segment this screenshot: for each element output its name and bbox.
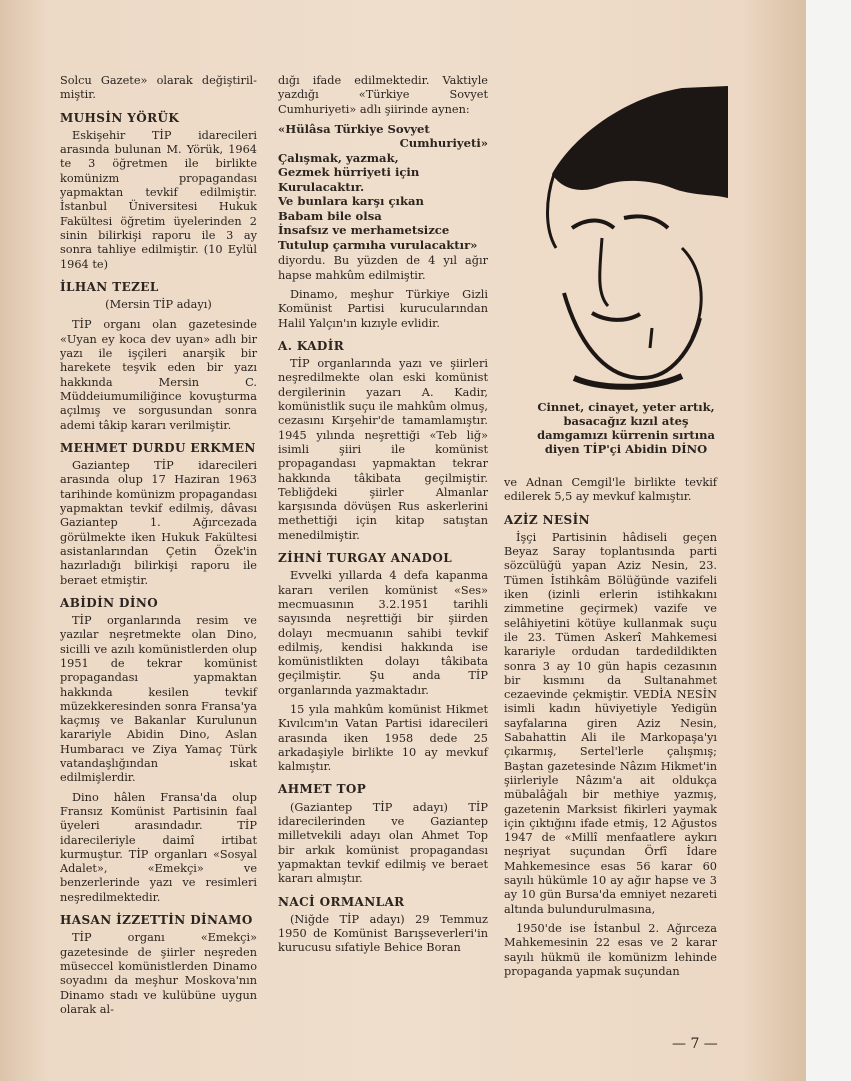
text-ahmet-top: (Gaziantep TİP adayı) TİP idarecilerinden ve Gaziantep milletvekili adayı olan Ahmet Top bir arkık komünist propagandası yapmaktan tevkif edilmiş ve beraet kararı almıştır. <box>278 800 488 886</box>
page-number: — 7 — <box>672 1036 718 1052</box>
poem-line: Çalışmak, yazmak, <box>278 150 399 165</box>
portrait-sketch-abidin-dino <box>532 78 732 396</box>
column-middle <box>278 74 488 961</box>
heading-aziz-nesin: AZİZ NESİN <box>504 512 590 527</box>
column-left <box>60 74 257 1022</box>
heading-a-kadir: A. KADİR <box>278 338 345 353</box>
text-ilhan-tezel: TİP organı olan gazetesinde «Uyan ey koca dev uyan» adlı bir yazı ile işçileri anarşik bir harekete teşvik eden bir yazı hakkında Mersin C. Müddeiumumiliğince kovuşturma açılmış ve sorgusundan sonra ademi tâkip kararı verilmiştir. <box>60 318 257 432</box>
subheading-ilhan-tezel: (Mersin TİP adayı) <box>105 298 212 312</box>
text-mehmet-durdu-erkmen: Gaziantep TİP idarecileri arasında olup 17 Haziran 1963 tarihinde komünizm propagandası yapmaktan tevkif edilmiş, dâvası Gaziantep 1. Ağırcezada görülmekte iken Hukuk Fakültesi asistanlarından Çetin Özek'in hazırladığı bilirkişi raporu ile beraet etmiştir. <box>60 459 257 587</box>
text-zihni-turgay-anadol: Evvelki yıllarda 4 defa kapanma kararı verilen komünist «Ses» mecmuasının 3.2.1951 tarihli sayısında neşrettiği bir şiirden dolayı mecmuanın sahibi tevkif edilmiş, kendisi hakkında ise komünistlikten dolayı tâkibata geçilmiştir. Şu anda TİP organlarında yazmaktadır. <box>278 569 488 697</box>
poem-line: Babam bile olsa <box>278 208 382 223</box>
col3-intro: ve Adnan Cemgil'le birlikte tevkif edilerek 5,5 ay mevkuf kalmıştır. <box>504 476 717 504</box>
text-naci-ormanlar: (Niğde TİP adayı) 29 Temmuz 1950 de Komünist Barışseverleri'in kurucusu sıfatiyle Behice Boran <box>278 912 488 955</box>
heading-muhsin-yoruk: MUHSİN YÖRÜK <box>60 110 180 125</box>
poem-line: Cumhuriyeti» <box>399 136 488 151</box>
heading-zihni-turgay-anadol: ZİHNİ TURGAY ANADOL <box>278 551 453 566</box>
text-a-kadir: TİP organlarında yazı ve şiirleri neşredilmekte olan eski komünist dergilerinin yazarı A. Kadir, komünistlik suçu ile mahkûm olmuş, cezasını Kırşehir'de tamamlamıştır. 1945 yılında neşrettiği «Teb liğ» isimli şiiri ile komünist propagandası yapmaktan tekrar hakkında tâkibata geçilmiştir. Tebliğdeki şiirler Almanlar karşısında dövüşen Rus askerlerini methettiği için kitap satıştan menedilmiştir. <box>278 357 488 542</box>
text-abidin-dino-2: Dino hâlen Fransa'da olup Fransız Komünist Partisinin faal üyeleri arasındadır. TİP idarecileriyle daimî irtibat kurmuştur. TİP organları «Sosyal Adalet», «Emekçi» ve benzerlerinde yazı ve resimleri neşredilmektedir. <box>60 790 257 904</box>
heading-naci-ormanlar: NACİ ORMANLAR <box>278 894 405 909</box>
page-edge-background <box>806 0 851 1081</box>
text-hasan-izzettin-dinamo: TİP organı «Emekçi» gazetesinde de şiirler neşreden müseccel komünistlerden Dinamo soyadını da meşhur Moskova'nın Dinamo stadı ve kulübüne uygun olarak al- <box>60 931 257 1016</box>
text-abidin-dino: TİP organlarında resim ve yazılar neşretmekte olan Dino, sicilli ve azılı komünistlerden olup 1951 de tekrar komünist propagandası yapmaktan hakkında kesilen tevkif müzekkeresinden sonra Fransa'ya kaçmış ve Bakanlar Kurulunun karariyle Abidin Dino, Aslan Humbaracı ve Ziya Yamaç Türk vatandaşlığından ıskat edilmişlerdir. <box>60 614 257 785</box>
col1-intro: Solcu Gazete» olarak değiştiril-miştir. <box>60 74 257 102</box>
poem-conclusion: diyordu. Bu yüzden de 4 yıl ağır hapse mahkûm edilmiştir. <box>278 254 488 282</box>
text-dinamo-2: Dinamo, meşhur Türkiye Gizli Komünist Partisi kurucularından Halil Yalçın'ın kızıyle evlidir. <box>278 287 488 330</box>
poem-line: Ve bunlara karşı çıkan <box>278 194 424 209</box>
poem-line: Gezmek hürriyeti için <box>278 165 420 180</box>
text-zihni-turgay-anadol-2: 15 yıla mahkûm komünist Hikmet Kıvılcım'ın Vatan Partisi idarecileri arasında iken 1958 dede 25 arkadaşiyle birlikte 10 ay mevkuf kalmıştır. <box>278 703 488 774</box>
portrait-caption: Cinnet, cinayet, yeter artık, basacağız kızıl ateş damgamızı kürrenin sırtına diyen TİP'çi Abidin DİNO <box>537 400 715 456</box>
poem-line: İnsafsız ve merhametsizce <box>278 223 450 238</box>
heading-mehmet-durdu-erkmen: MEHMET DURDU ERKMEN <box>60 440 256 455</box>
column-right <box>504 476 717 984</box>
heading-abidin-dino: ABİDİN DİNO <box>60 595 159 610</box>
heading-ahmet-top: AHMET TOP <box>278 782 367 797</box>
text-muhsin-yoruk: Eskişehir TİP idarecileri arasında bulunan M. Yörük, 1964 te 3 öğretmen ile birlikte komünizm propagandası yapmaktan tevkif edilmiştir. İstanbul Üniversitesi Hukuk Fakültesi öğretim üyelerinden 2 sinin bilirkişi raporu ile 3 ay sonra tahliye edilmiştir. (10 Eylül 1964 te) <box>60 128 257 271</box>
text-aziz-nesin-2: 1950'de ise İstanbul 2. Ağırceza Mahkemesinin 22 esas ve 2 karar sayılı hükmü ile komünizm lehinde propaganda yapmak suçundan <box>504 921 717 978</box>
col2-intro: dığı ifade edilmektedir. Vaktiyle yazdığı «Türkiye Sovyet Cumhuriyeti» adlı şiirinde aynen: <box>278 74 488 116</box>
poem-line: «Hülâsa Türkiye Sovyet <box>278 121 430 136</box>
poem-block <box>278 122 488 253</box>
text-aziz-nesin: İşçi Partisinin hâdiseli geçen Beyaz Saray toplantısında parti sözcülüğü yapan Aziz Nesin, 23. Tümen İstihkâm Bölüğünde vazifeli iken (izinli erlerin istihkakını zimmetine geçirmek) vazife ve selâhiyetini kötüye kullanmak suçu ile 23. Tümen Askerî Mahkemesi karariyle ordudan tardedildikten sonra 3 ay 10 gün hapis cezasının bir kısmını da Sultanahmet cezaevinde çekmiştir. VEDİA NESİN isimli kadın hüviyetiyle Yedigün sayfalarına giren Aziz Nesin, Sabahattin Ali ile Markopaşa'yı çıkarmış, Sertel'lerle çalışmış; Baştan gazetesinde Nâzım Hikmet'in şiirleriyle Nâzım'a ait oldukça mübalâğalı bir methiye yazmış, gazetenin Marksist fikirleri yaymak için çıktığını ifade etmiş, 12 Ağustos 1947 de «Millî menfaatlere aykırı neşriyat suçundan Örfî İdare Mahkemesince esas 56 karar 60 sayılı hükümle 10 ay ağır hapse ve 3 ay 10 gün Bursa'da emniyet nezareti altında bulundurulmasına, <box>504 530 717 916</box>
poem-line: Kurulacaktır. <box>278 179 365 194</box>
poem-line: Tutulup çarmıha vurulacaktır» <box>278 237 478 252</box>
heading-ilhan-tezel: İLHAN TEZEL <box>60 279 159 294</box>
heading-hasan-izzettin-dinamo: HASAN İZZETTİN DİNAMO <box>60 913 253 928</box>
